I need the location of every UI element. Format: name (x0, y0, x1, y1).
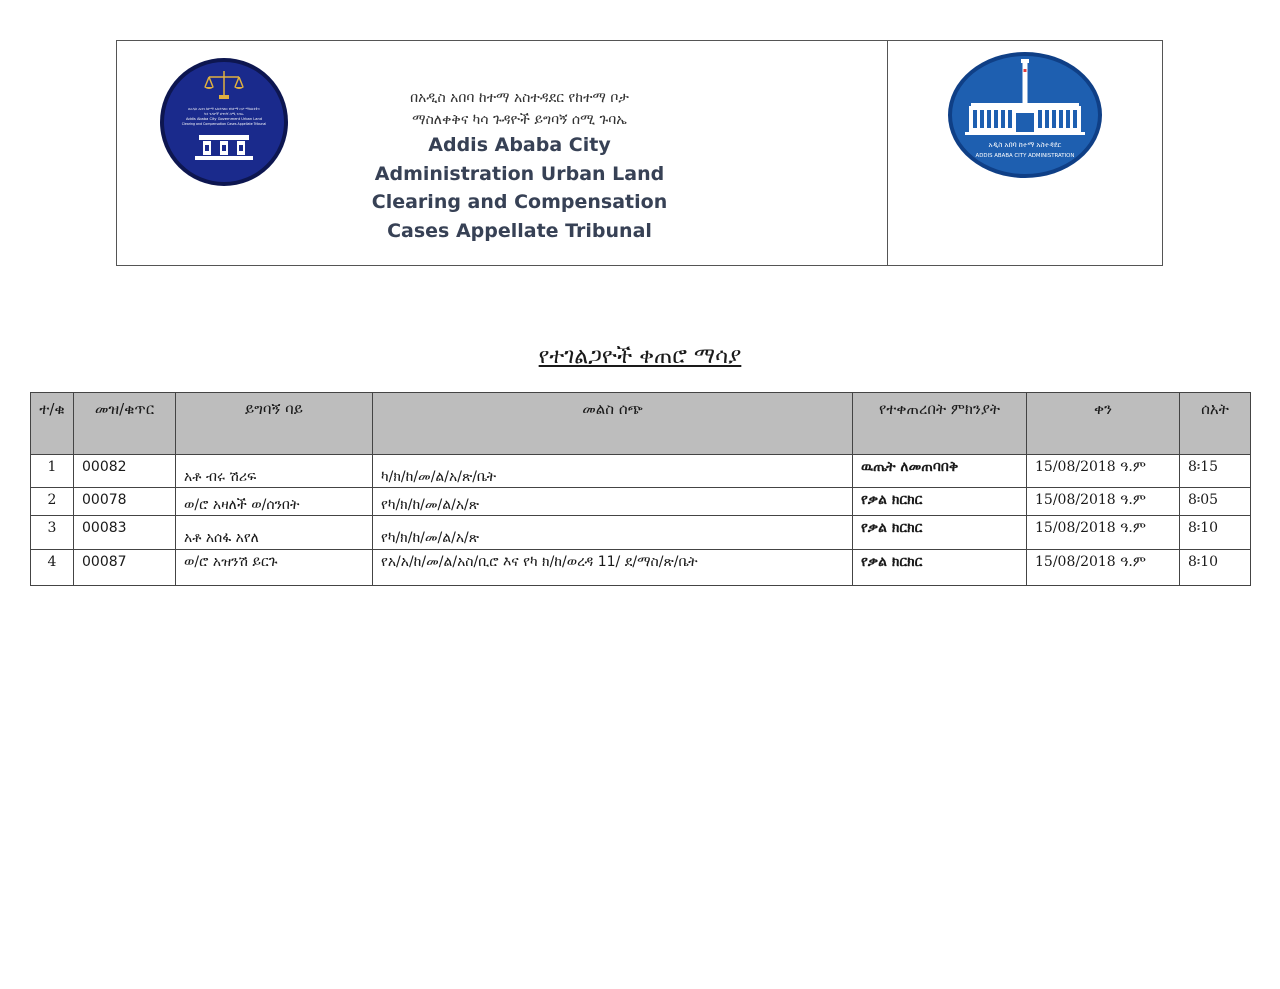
appellant-name: ወ/ሮ አዛለች ወ/ሰንበት (176, 488, 373, 516)
svg-text:ካሳ ጉዳዮች ይግባኝ ሰሚ ጉባኤ: ካሳ ጉዳዮች ይግባኝ ሰሚ ጉባኤ (204, 112, 244, 116)
appointment-date: 15/08/2018 ዓ.ም (1027, 516, 1180, 550)
file-number: 00083 (74, 516, 176, 550)
table-row (31, 516, 1251, 550)
english-title-line: Addis Ababa City (428, 134, 611, 156)
english-title-line: Clearing and Compensation (371, 191, 668, 213)
file-number: 00078 (74, 488, 176, 516)
letterhead (116, 40, 1163, 266)
appointment-date: 15/08/2018 ዓ.ም (1027, 488, 1180, 516)
column-header-number: ተ/ቁ (31, 393, 74, 455)
appointment-time: 8፡10 (1180, 550, 1251, 586)
column-header-time: ሰአት (1180, 393, 1251, 455)
respondent-name: የካ/ክ/ከ/መ/ል/አ/ጽ (373, 516, 853, 550)
file-number: 00082 (74, 455, 176, 488)
svg-text:Addis Ababa City Government Ur: Addis Ababa City Government Urban Land (185, 117, 263, 121)
file-number: 00087 (74, 550, 176, 586)
appellant-name: አቶ አሰፋ አየለ (176, 516, 373, 550)
tribunal-logo-icon (159, 57, 289, 187)
amharic-title-line: በአዲስ አበባ ከተማ አስተዳደር የከተማ ቦታ (410, 90, 629, 106)
appointment-reason: ዉጤት ለመጠባበቅ (853, 455, 1027, 488)
city-administration-logo-icon (947, 51, 1103, 179)
column-header-date: ቀን (1027, 393, 1180, 455)
svg-text:ADDIS ABABA CITY ADMINISTRATIO: ADDIS ABABA CITY ADMINISTRATION (975, 153, 1075, 159)
appellant-name: አቶ ብሩ ሽሪፍ (176, 455, 373, 488)
appointment-time: 8፡05 (1180, 488, 1251, 516)
amharic-title-line: ማስለቀቅና ካሳ ጉዳዮች ይግባኝ ሰሚ ጉባኤ (412, 112, 627, 128)
table-header-row (31, 393, 1251, 455)
letterhead-right-panel (888, 41, 1162, 265)
appointment-time: 8፡15 (1180, 455, 1251, 488)
column-header-respondent: መልስ ሰጭ (373, 393, 853, 455)
column-header-reason: የተቀጠረበት ምክንያት (853, 393, 1027, 455)
svg-text:በአዲስ አበባ ከተማ አስተዳደር የከተማ ቦታ ማስ: በአዲስ አበባ ከተማ አስተዳደር የከተማ ቦታ ማስለቀቅና (188, 107, 260, 111)
row-number: 1 (31, 455, 74, 488)
appellant-name: ወ/ሮ አዝንሽ ይርጉ (176, 550, 373, 586)
appointment-reason: የቃል ክርክር (853, 516, 1027, 550)
letterhead-title (347, 87, 692, 245)
row-number: 2 (31, 488, 74, 516)
table-row (31, 455, 1251, 488)
row-number: 3 (31, 516, 74, 550)
document-title: የተገልጋዮች ቀጠሮ ማሳያ (538, 344, 742, 369)
appointment-reason: የቃል ክርክር (853, 550, 1027, 586)
appointment-date: 15/08/2018 ዓ.ም (1027, 550, 1180, 586)
svg-text:Clearing and Compensation Case: Clearing and Compensation Cases Appellate Tribunal (181, 122, 267, 126)
column-header-appellant: ይግባኝ ባይ (176, 393, 373, 455)
svg-text:አዲስ አበባ ከተማ አስተዳደር: አዲስ አበባ ከተማ አስተዳደር (988, 141, 1062, 149)
respondent-name: ካ/ክ/ከ/መ/ል/አ/ጽ/ቤት (373, 455, 853, 488)
english-title-line: Administration Urban Land (374, 162, 665, 185)
table-row (31, 488, 1251, 516)
row-number: 4 (31, 550, 74, 586)
appointment-reason: የቃል ክርክር (853, 488, 1027, 516)
appointment-date: 15/08/2018 ዓ.ም (1027, 455, 1180, 488)
table-row (31, 550, 1251, 586)
column-header-file-number: መዝ/ቁጥር (74, 393, 176, 455)
appointment-time: 8፡10 (1180, 516, 1251, 550)
appointments-table (30, 392, 1251, 586)
english-title-line: Cases Appellate Tribunal (387, 219, 652, 242)
respondent-name: የካ/ክ/ከ/መ/ል/አ/ጽ (373, 488, 853, 516)
letterhead-left-panel (117, 41, 888, 265)
respondent-name: የአ/አ/ከ/መ/ል/አስ/ቢሮ እና የካ ክ/ከ/ወረዳ 11/ ደ/ማስ/ጽ/ቤት (373, 550, 853, 586)
